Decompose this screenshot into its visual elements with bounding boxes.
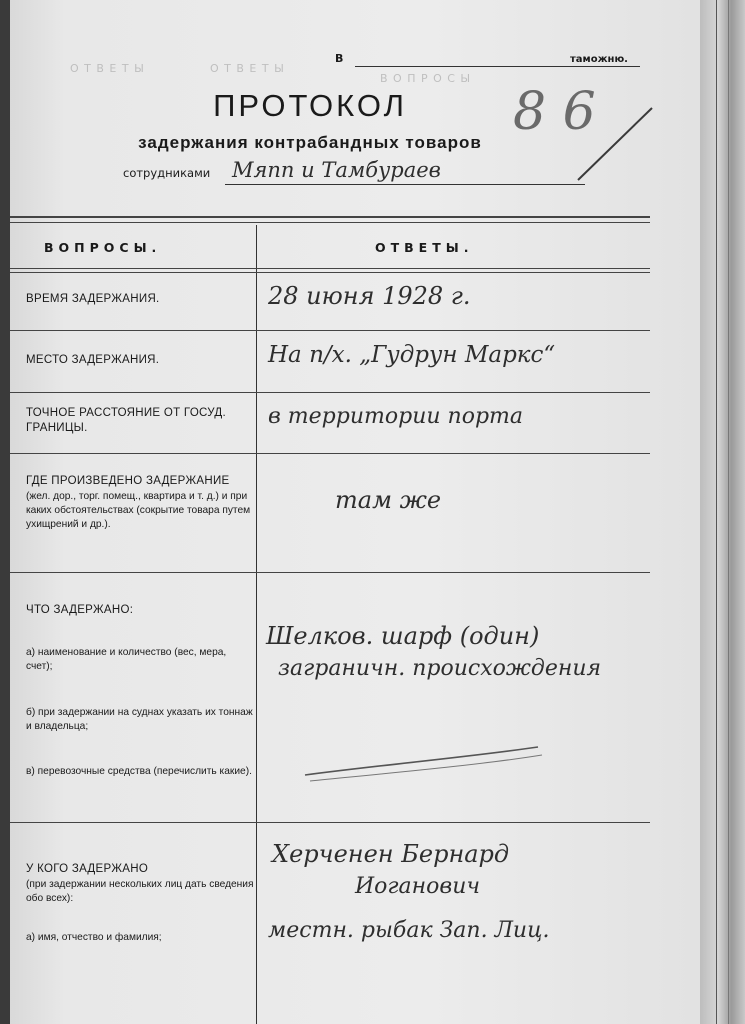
answer-time: 28 июня 1928 г.	[268, 282, 471, 310]
strike-mark	[300, 735, 550, 785]
column-divider	[256, 225, 257, 1024]
answer-what-line1: Шелков. шарф (один)	[266, 622, 540, 650]
row-rule	[10, 572, 650, 573]
row-rule	[10, 822, 650, 823]
page-edge-line	[716, 0, 717, 1024]
header-prefix: В	[335, 52, 344, 65]
table-top-rule-thin	[10, 222, 650, 223]
answer-distance: в территории порта	[268, 404, 524, 429]
question-place: МЕСТО ЗАДЕРЖАНИЯ.	[26, 354, 160, 366]
row-rule	[10, 330, 650, 331]
questions-header: ВОПРОСЫ.	[44, 240, 162, 255]
question-who: У КОГО ЗАДЕРЖАНО	[26, 863, 149, 875]
table-top-rule	[10, 216, 650, 218]
bleed-through: В О П Р О С Ы	[380, 72, 472, 85]
answer-what-line2: заграничн. происхождения	[278, 656, 602, 681]
bleed-through: О Т В Е Т Ы	[210, 62, 285, 75]
staff-rule	[225, 184, 585, 185]
row-rule	[10, 268, 650, 269]
document-page	[10, 0, 700, 1024]
question-time: ВРЕМЯ ЗАДЕРЖАНИЯ.	[26, 293, 160, 305]
question-who-a: а) имя, отчество и фамилия;	[26, 932, 162, 943]
question-what-a: а) наименование и количество (вес, мера, счет);	[26, 647, 227, 672]
question-what-c: в) перевозочные средства (перечислить какие).	[26, 766, 252, 777]
answer-place: На п/х. „Гудрун Маркс“	[268, 342, 556, 368]
question-distance: ТОЧНОЕ РАССТОЯНИЕ ОТ ГОСУД. ГРАНИЦЫ.	[26, 407, 226, 434]
page-edge-line	[728, 0, 729, 1024]
question-where-details: (жел. дор., торг. помещ., квартира и т. д.) и при каких обстоятельствах (сокрытие товара путем ухищрений и др.).	[26, 491, 251, 530]
document-subtitle: задержания контрабандных товаров	[138, 133, 482, 152]
row-rule	[10, 392, 650, 393]
question-who-details: (при задержании нескольких лиц дать сведения обо всех):	[26, 879, 254, 904]
row-rule	[10, 272, 650, 273]
answer-where: там же	[335, 486, 442, 514]
staff-label: сотрудниками	[123, 166, 211, 180]
question-where: ГДЕ ПРОИЗВЕДЕНО ЗАДЕРЖАНИЕ	[26, 475, 230, 487]
answer-who-line1: Херченен Бернард	[272, 840, 510, 868]
protocol-number: 8 6	[513, 82, 596, 142]
row-rule	[10, 453, 650, 454]
header-suffix: таможню.	[570, 54, 628, 65]
header-rule	[355, 66, 640, 67]
page-edge	[700, 0, 745, 1024]
answers-header: ОТВЕТЫ.	[375, 240, 474, 255]
document-title: ПРОТОКОЛ	[213, 88, 407, 123]
staff-value: Мяпп и Тамбураев	[232, 158, 441, 182]
question-what-b: б) при задержании на суднах указать их тоннаж и владельца;	[26, 707, 253, 732]
answer-who-line3: местн. рыбак Зап. Лиц.	[268, 918, 550, 943]
bleed-through: О Т В Е Т Ы	[70, 62, 145, 75]
answer-who-line2: Иоганович	[355, 874, 481, 899]
question-what: ЧТО ЗАДЕРЖАНО:	[26, 604, 134, 616]
